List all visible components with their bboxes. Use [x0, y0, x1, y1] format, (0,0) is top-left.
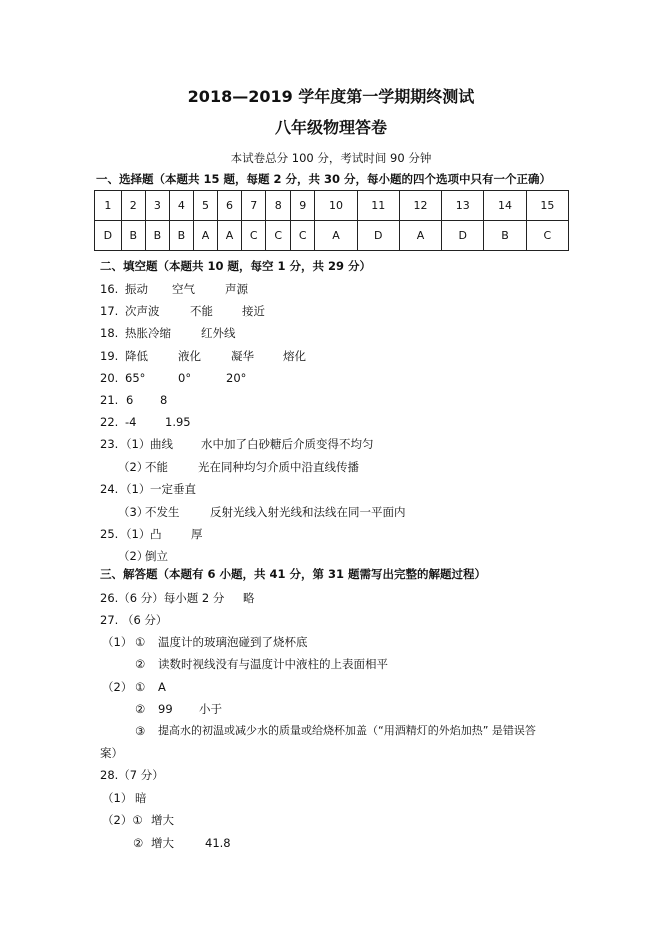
answer: 反射光线入射光线和法线在同一平面内: [210, 505, 406, 519]
answer-cell: A: [315, 221, 357, 251]
answer: 暗: [135, 791, 147, 805]
answer: 次声波: [125, 304, 160, 318]
q-number: 24.: [100, 482, 119, 496]
answer-row: [95, 221, 569, 251]
marker: ②: [135, 702, 146, 716]
question-number-cell: 11: [357, 191, 399, 221]
question-number-cell: 15: [526, 191, 568, 221]
part-label: （2）①: [102, 813, 143, 827]
answer: 声源: [225, 282, 248, 296]
question-number-cell: 5: [193, 191, 217, 221]
answer: 一定垂直: [150, 482, 196, 496]
answer-cell: C: [242, 221, 266, 251]
exam-info: 本试卷总分 100 分，考试时间 90 分钟: [230, 151, 432, 165]
answer: 接近: [242, 304, 265, 318]
question-number-cell: 9: [290, 191, 314, 221]
part-label: （2）: [118, 549, 149, 563]
marker: ②: [135, 657, 146, 671]
choice-answer-table: [94, 190, 569, 251]
section2-heading: 二、填空题（本题共 10 题，每空 1 分，共 29 分）: [100, 259, 372, 273]
marker: ①: [135, 635, 146, 649]
part-label: （1）: [102, 791, 133, 805]
answer-cell: A: [217, 221, 241, 251]
q-number: 23.: [100, 437, 119, 451]
question-number-cell: 14: [484, 191, 526, 221]
part-label: （1）: [120, 527, 151, 541]
marker: ③: [135, 724, 146, 738]
q-header: 28.（7 分）: [100, 768, 164, 782]
q-number: 19.: [100, 349, 119, 363]
answer: A: [158, 680, 166, 694]
question-number-cell: 3: [145, 191, 169, 221]
answer: 20°: [226, 371, 247, 385]
answer: 41.8: [205, 836, 231, 850]
part-label: （2）: [118, 460, 149, 474]
answer-cell: B: [169, 221, 193, 251]
answer-cell: C: [290, 221, 314, 251]
question-number-cell: 6: [217, 191, 241, 221]
question-number-cell: 10: [315, 191, 357, 221]
answer-cell: D: [357, 221, 399, 251]
q-number: 17.: [100, 304, 119, 318]
q-number: 22.: [100, 415, 119, 429]
part-label: （1）: [102, 635, 133, 649]
answer: 读数时视线没有与温度计中液柱的上表面相平: [158, 657, 388, 671]
marker: ①: [135, 680, 146, 694]
part-label: （3）: [118, 505, 149, 519]
answer: 8: [160, 393, 168, 407]
answer-cell: B: [145, 221, 169, 251]
answer-cell: D: [442, 221, 484, 251]
answer: 凝华: [231, 349, 254, 363]
question-number-cell: 7: [242, 191, 266, 221]
answer: 提高水的初温或减少水的质量或给烧杯加盖（“用酒精灯的外焰加热” 是错误答: [158, 724, 536, 737]
question-number-cell: 12: [399, 191, 441, 221]
question-number-cell: 2: [121, 191, 145, 221]
answer-cell: C: [526, 221, 568, 251]
answer: 空气: [172, 282, 195, 296]
answer: 红外线: [201, 326, 236, 340]
question-number-cell: 4: [169, 191, 193, 221]
question-number-cell: 13: [442, 191, 484, 221]
answer: 厚: [191, 527, 203, 541]
answer-cell: B: [121, 221, 145, 251]
q-number: 18.: [100, 326, 119, 340]
answer-cell: A: [399, 221, 441, 251]
answer: 小于: [199, 702, 222, 716]
q-number: 21.: [100, 393, 119, 407]
answer: 液化: [178, 349, 201, 363]
section1-heading: 一、选择题（本题共 15 题，每题 2 分，共 30 分，每小题的四个选项中只有一个正确）: [96, 172, 552, 186]
question-number-row: [95, 191, 569, 221]
answer: 温度计的玻璃泡碰到了烧杯底: [158, 635, 308, 649]
answer: 99: [158, 702, 173, 716]
answer: 水中加了白砂糖后介质变得不均匀: [201, 437, 374, 451]
section3-heading: 三、解答题（本题有 6 小题，共 41 分，第 31 题需写出完整的解题过程）: [100, 567, 487, 581]
answer: 倒立: [145, 549, 168, 563]
answer: 不发生: [145, 505, 180, 519]
answer-cell: C: [266, 221, 290, 251]
answer: 熔化: [283, 349, 306, 363]
answer-cell: A: [193, 221, 217, 251]
q-number: 20.: [100, 371, 119, 385]
q-number: 16.: [100, 282, 119, 296]
q-header: 27. （6 分）: [100, 613, 168, 627]
answer: 不能: [190, 304, 213, 318]
answer-cell: B: [484, 221, 526, 251]
answer: 65°: [125, 371, 146, 385]
answer: 增大: [151, 836, 174, 850]
answer: 6: [126, 393, 134, 407]
answer: 1.95: [165, 415, 191, 429]
page-subtitle: 八年级物理答卷: [274, 118, 387, 137]
answer-cell: D: [95, 221, 122, 251]
answer: 热胀冷缩: [125, 326, 171, 340]
part-label: （2）: [102, 680, 133, 694]
answer: 振动: [125, 282, 148, 296]
answer-continued: 案）: [100, 746, 123, 760]
answer: 0°: [178, 371, 192, 385]
page-title: 2018—2019 学年度第一学期期终测试: [187, 87, 475, 106]
answer: 光在同种均匀介质中沿直线传播: [198, 460, 359, 474]
q-number: 25.: [100, 527, 119, 541]
answer: 降低: [125, 349, 148, 363]
q-header: 26.（6 分）每小题 2 分: [100, 591, 225, 605]
answer: 略: [243, 591, 255, 605]
part-label: （1）: [120, 482, 151, 496]
part-label: （1）: [120, 437, 151, 451]
answer: 不能: [145, 460, 168, 474]
marker: ②: [133, 836, 144, 850]
question-number-cell: 1: [95, 191, 122, 221]
answer: -4: [125, 415, 137, 429]
question-number-cell: 8: [266, 191, 290, 221]
answer: 曲线: [150, 437, 173, 451]
answer: 增大: [151, 813, 174, 827]
answer: 凸: [150, 527, 162, 541]
